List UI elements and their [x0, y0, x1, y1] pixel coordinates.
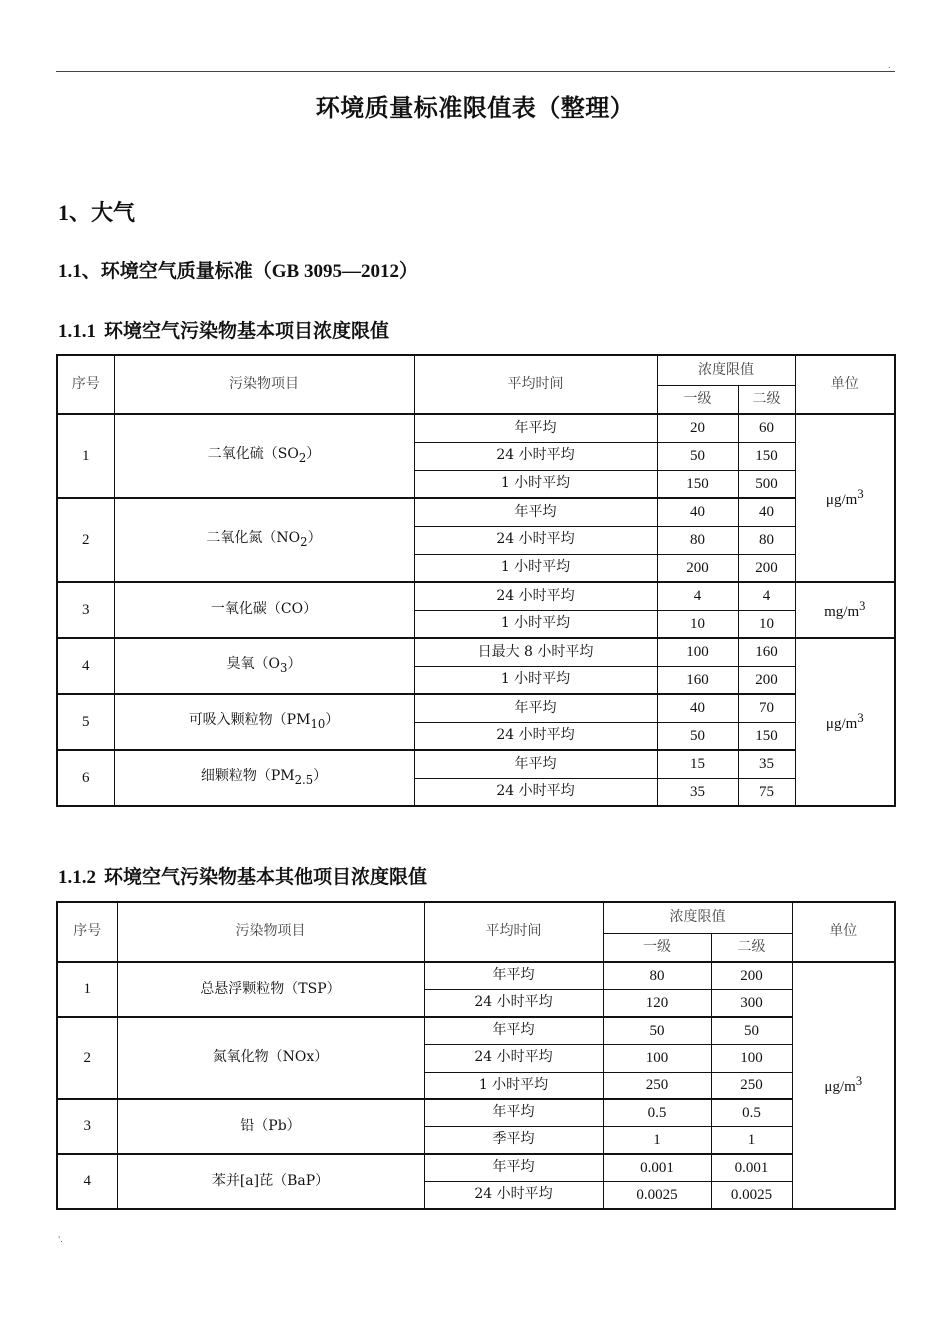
seq-cell: 4 — [57, 638, 114, 694]
table-row — [57, 1017, 895, 1044]
unit-exponent: 3 — [855, 1074, 863, 1089]
table-row — [57, 498, 895, 526]
pollutant-name — [114, 750, 414, 806]
grade1-value: 120 — [603, 989, 711, 1017]
section-number: 1.1、 — [58, 261, 101, 282]
grade2-value: 1 — [711, 1126, 792, 1154]
grade2-value: 300 — [711, 989, 792, 1017]
pollutant-subscript: 10 — [310, 716, 326, 731]
pollutant-name: 铅（Pb） — [117, 1099, 424, 1154]
pollutant-other-limits-table — [56, 901, 896, 1210]
seq-cell: 1 — [57, 962, 117, 1017]
grade2-value: 35 — [738, 750, 795, 778]
grade2-value: 200 — [738, 554, 795, 582]
unit-exponent: 3 — [857, 486, 864, 501]
table-row — [57, 750, 895, 778]
period-cell: 年平均 — [414, 694, 657, 722]
unit-label: μg/m — [825, 491, 858, 508]
table-row — [57, 694, 895, 722]
header-grade1: 一级 — [603, 933, 711, 962]
grade2-value: 75 — [738, 778, 795, 806]
pollutant-close: ） — [313, 768, 328, 785]
grade2-value: 40 — [738, 498, 795, 526]
unit-label: μg/m — [824, 1079, 856, 1096]
grade2-value: 80 — [738, 526, 795, 554]
seq-cell: 2 — [57, 498, 114, 582]
table-heading-label: 环境空气污染物基本项目浓度限值 — [104, 320, 390, 342]
unit-cell — [795, 638, 895, 806]
grade1-value: 40 — [657, 694, 738, 722]
header-limit: 浓度限值 — [657, 355, 795, 385]
grade2-value: 500 — [738, 470, 795, 498]
grade2-value: 150 — [738, 722, 795, 750]
unit-cell — [795, 582, 895, 638]
pollutant-close: ） — [287, 656, 302, 673]
pollutant-label: 细颗粒物（PM — [200, 768, 295, 785]
header-grade1: 一级 — [657, 385, 738, 414]
pollutant-close: ） — [306, 446, 321, 463]
header-rule — [56, 71, 895, 72]
unit-cell — [795, 414, 895, 582]
seq-cell: 1 — [57, 414, 114, 498]
grade2-value: 200 — [738, 666, 795, 694]
seq-cell: 2 — [57, 1017, 117, 1099]
pollutant-close: ） — [303, 601, 318, 618]
grade1-value: 0.001 — [603, 1154, 711, 1181]
grade2-value: 50 — [711, 1017, 792, 1044]
section-label-close: ） — [398, 260, 418, 282]
header-unit: 单位 — [792, 902, 895, 962]
unit-label: mg/m — [824, 603, 860, 620]
pollutant-label: 二氧化硫（SO — [207, 446, 299, 463]
unit-exponent: 3 — [857, 710, 864, 725]
unit-exponent: 3 — [859, 598, 866, 613]
grade1-value: 20 — [657, 414, 738, 442]
pollutant-label: 一氧化碳（CO — [210, 601, 304, 618]
period-cell: 年平均 — [424, 1017, 603, 1044]
header-period: 平均时间 — [414, 355, 657, 414]
period-cell: 24 小时平均 — [414, 526, 657, 554]
pollutant-name — [114, 694, 414, 750]
footer-mark: '. — [58, 1235, 63, 1244]
pollutant-name — [114, 414, 414, 498]
period-cell: 1 小时平均 — [414, 666, 657, 694]
table-row — [57, 414, 895, 442]
period-cell: 24 小时平均 — [414, 722, 657, 750]
pollutant-name: 氮氧化物（NOx） — [117, 1017, 424, 1099]
grade1-value: 200 — [657, 554, 738, 582]
grade2-value: 200 — [711, 962, 792, 989]
pollutant-subscript: 2.5 — [294, 772, 314, 787]
period-cell: 年平均 — [414, 750, 657, 778]
grade1-value: 0.5 — [603, 1099, 711, 1126]
grade1-value: 150 — [657, 470, 738, 498]
seq-cell: 5 — [57, 694, 114, 750]
period-cell: 年平均 — [424, 962, 603, 989]
period-cell: 日最大 8 小时平均 — [414, 638, 657, 666]
header-unit: 单位 — [795, 355, 895, 414]
period-cell: 1 小时平均 — [414, 610, 657, 638]
grade2-value: 160 — [738, 638, 795, 666]
pollutant-label: 臭氧（O — [226, 656, 281, 673]
period-cell: 1 小时平均 — [424, 1072, 603, 1099]
period-cell: 24 小时平均 — [424, 1181, 603, 1209]
pollutant-name — [114, 638, 414, 694]
header-seq: 序号 — [57, 902, 117, 962]
grade1-value: 100 — [657, 638, 738, 666]
table-number: 1.1.2 — [58, 867, 96, 888]
table-row — [57, 582, 895, 610]
pollutant-name — [114, 582, 414, 638]
grade1-value: 1 — [603, 1126, 711, 1154]
unit-cell — [792, 962, 895, 1209]
grade1-value: 50 — [603, 1017, 711, 1044]
pollutant-name: 苯并[a]芘（BaP） — [117, 1154, 424, 1209]
header-grade2: 二级 — [711, 933, 792, 962]
period-cell: 1 小时平均 — [414, 554, 657, 582]
seq-cell: 4 — [57, 1154, 117, 1209]
grade1-value: 80 — [657, 526, 738, 554]
grade1-value: 4 — [657, 582, 738, 610]
table-row — [57, 1154, 895, 1181]
pollutant-name — [114, 498, 414, 582]
grade2-value: 150 — [738, 442, 795, 470]
period-cell: 24 小时平均 — [414, 582, 657, 610]
grade1-value: 160 — [657, 666, 738, 694]
table-number: 1.1.1 — [58, 321, 96, 342]
grade2-value: 4 — [738, 582, 795, 610]
section-label: 大气 — [91, 201, 136, 226]
pollutant-label: 二氧化氮（NO — [206, 530, 301, 547]
grade1-value: 80 — [603, 962, 711, 989]
grade2-value: 250 — [711, 1072, 792, 1099]
pollutant-close: ） — [307, 530, 322, 547]
grade1-value: 50 — [657, 722, 738, 750]
section-heading-1 — [58, 196, 135, 227]
header-grade2: 二级 — [738, 385, 795, 414]
grade2-value: 60 — [738, 414, 795, 442]
period-cell: 24 小时平均 — [414, 778, 657, 806]
table-row — [57, 962, 895, 989]
table2-heading — [58, 862, 427, 889]
period-cell: 1 小时平均 — [414, 470, 657, 498]
pollutant-name: 总悬浮颗粒物（TSP） — [117, 962, 424, 1017]
header-limit: 浓度限值 — [603, 902, 792, 933]
seq-cell: 6 — [57, 750, 114, 806]
section-heading-1-1 — [58, 256, 418, 283]
grade1-value: 100 — [603, 1044, 711, 1072]
header-mark: . — [888, 61, 891, 70]
table1-heading — [58, 316, 389, 343]
header-item: 污染物项目 — [114, 355, 414, 414]
page-title: 环境质量标准限值表（整理） — [315, 94, 635, 122]
period-cell: 年平均 — [424, 1099, 603, 1126]
grade2-value: 70 — [738, 694, 795, 722]
period-cell: 年平均 — [424, 1154, 603, 1181]
table-heading-label: 环境空气污染物基本其他项目浓度限值 — [104, 866, 428, 888]
standard-code: GB 3095—2012 — [271, 261, 399, 282]
header-seq: 序号 — [57, 355, 114, 414]
header-period: 平均时间 — [424, 902, 603, 962]
grade2-value: 0.0025 — [711, 1181, 792, 1209]
period-cell: 24 小时平均 — [424, 1044, 603, 1072]
grade1-value: 50 — [657, 442, 738, 470]
section-label: 环境空气质量标准（ — [100, 260, 272, 282]
unit-label: μg/m — [825, 715, 858, 732]
pollutant-label: 可吸入颗粒物（PM — [188, 712, 311, 729]
pollutant-basic-limits-table — [56, 354, 896, 807]
grade2-value: 0.001 — [711, 1154, 792, 1181]
pollutant-close: ） — [325, 712, 340, 729]
seq-cell: 3 — [57, 1099, 117, 1154]
grade2-value: 10 — [738, 610, 795, 638]
grade1-value: 0.0025 — [603, 1181, 711, 1209]
pollutant-subscript: 2 — [298, 450, 307, 465]
grade1-value: 10 — [657, 610, 738, 638]
grade1-value: 40 — [657, 498, 738, 526]
grade1-value: 250 — [603, 1072, 711, 1099]
seq-cell: 3 — [57, 582, 114, 638]
table-row — [57, 1099, 895, 1126]
period-cell: 年平均 — [414, 498, 657, 526]
period-cell: 24 小时平均 — [414, 442, 657, 470]
pollutant-subscript: 3 — [280, 660, 288, 675]
grade1-value: 15 — [657, 750, 738, 778]
grade2-value: 100 — [711, 1044, 792, 1072]
table-row — [57, 638, 895, 666]
grade1-value: 35 — [657, 778, 738, 806]
period-cell: 季平均 — [424, 1126, 603, 1154]
section-number: 1、 — [58, 200, 92, 225]
period-cell: 24 小时平均 — [424, 989, 603, 1017]
header-item: 污染物项目 — [117, 902, 424, 962]
period-cell: 年平均 — [414, 414, 657, 442]
grade2-value: 0.5 — [711, 1099, 792, 1126]
pollutant-subscript: 2 — [300, 534, 308, 549]
